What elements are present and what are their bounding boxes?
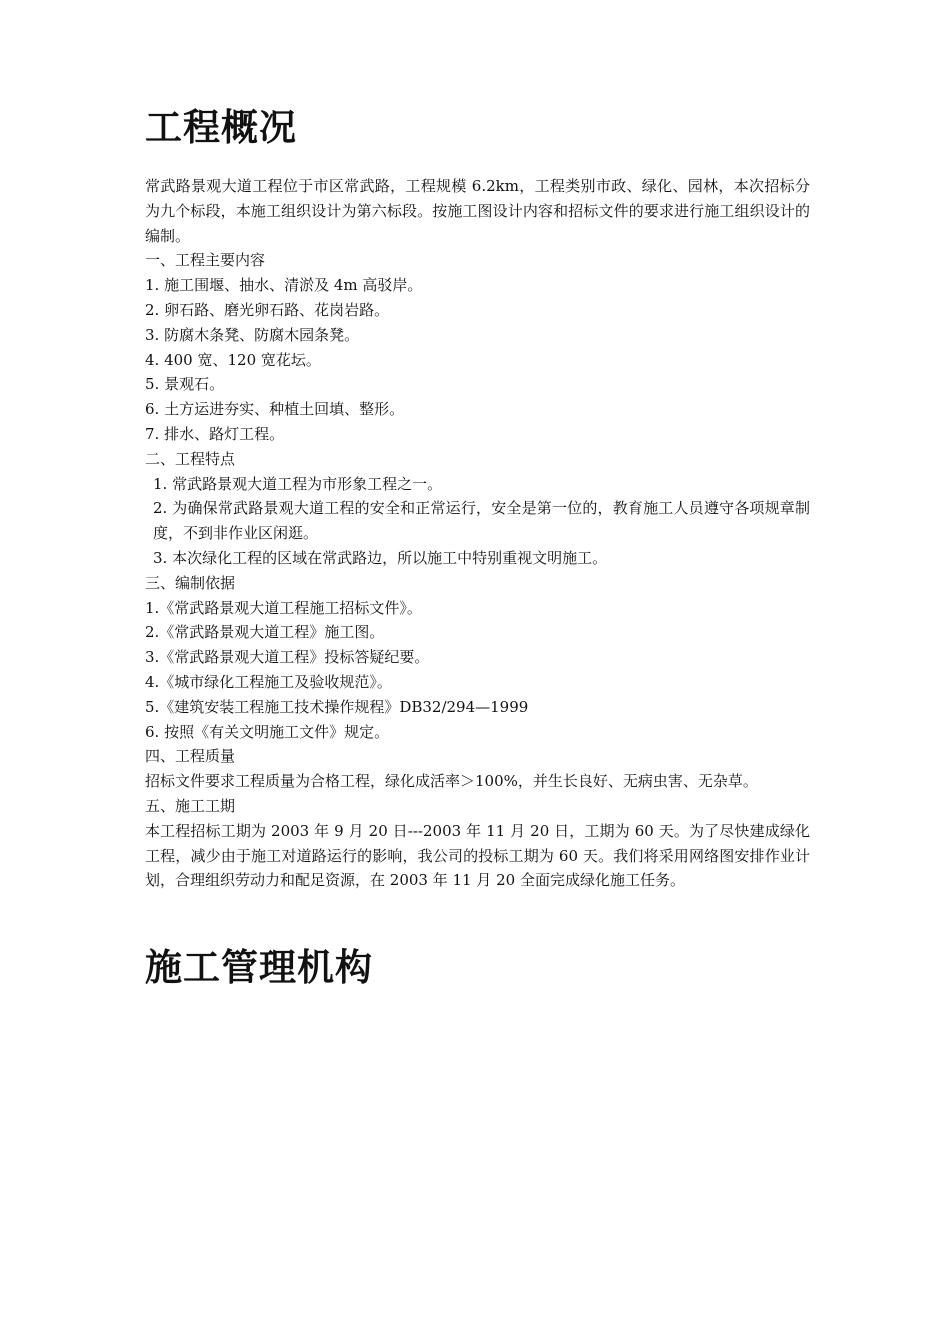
list-item: 1.《常武路景观大道工程施工招标文件》。 xyxy=(145,598,422,617)
list-item: 6. 按照《有关文明施工文件》规定。 xyxy=(145,722,390,741)
intro-paragraph: 常武路景观大道工程位于市区常武路，工程规模 6.2km，工程类别市政、绿化、园林，本次招标分为九个标段，本施工组织设计为第六标段。按施工图设计内容和招标文件的要求进行施工组织设计的编制。 xyxy=(145,177,810,245)
features-heading: 二、工程特点 xyxy=(145,449,236,468)
section-heading-management: 施工管理机构 xyxy=(145,946,373,989)
list-item: 1. 常武路景观大道工程为市形象工程之一。 xyxy=(153,474,443,493)
basis-heading: 三、编制依据 xyxy=(145,573,236,592)
quality-paragraph: 招标文件要求工程质量为合格工程，绿化成活率＞100%，并生长良好、无病虫害、无杂草。 xyxy=(145,772,758,791)
list-item: 5.《建筑安装工程施工技术操作规程》DB32/294—1999 xyxy=(145,697,529,716)
list-item: 3. 本次绿化工程的区域在常武路边，所以施工中特别重视文明施工。 xyxy=(153,548,608,567)
list-item: 2. 为确保常武路景观大道工程的安全和正常运行，安全是第一位的，教育施工人员遵守各项规章制度，不到非作业区闲逛。 xyxy=(153,499,810,543)
list-item: 6. 土方运进夯实、种植土回填、整形。 xyxy=(145,400,405,419)
schedule-heading: 五、施工工期 xyxy=(145,796,236,815)
list-item: 7. 排水、路灯工程。 xyxy=(145,424,285,443)
list-item: 5. 景观石。 xyxy=(145,375,225,394)
quality-heading: 四、工程质量 xyxy=(145,747,236,766)
list-item: 3. 防腐木条凳、防腐木园条凳。 xyxy=(145,325,360,344)
list-item: 4. 400 宽、120 宽花坛。 xyxy=(145,350,321,369)
overview-body xyxy=(145,174,810,893)
schedule-paragraph: 本工程招标工期为 2003 年 9 月 20 日---2003 年 11 月 20 日，工期为 60 天。为了尽快建成绿化工程，减少由于施工对道路运行的影响，我公司的投标工期为 60 天。我们将采用网络图安排作业计划，合理组织劳动力和配足资源，在 2003 年 11 月 20 全面完成绿化施工任务。 xyxy=(145,821,810,890)
list-item: 4.《城市绿化工程施工及验收规范》。 xyxy=(145,672,392,691)
list-item: 2.《常武路景观大道工程》施工图。 xyxy=(145,623,385,642)
list-item: 1. 施工围堰、抽水、清淤及 4m 高驳岸。 xyxy=(145,276,423,295)
section-heading-overview: 工程概况 xyxy=(145,106,297,149)
main-content-heading: 一、工程主要内容 xyxy=(145,251,266,270)
list-item: 3.《常武路景观大道工程》投标答疑纪要。 xyxy=(145,648,430,667)
list-item: 2. 卵石路、磨光卵石路、花岗岩路。 xyxy=(145,300,390,319)
